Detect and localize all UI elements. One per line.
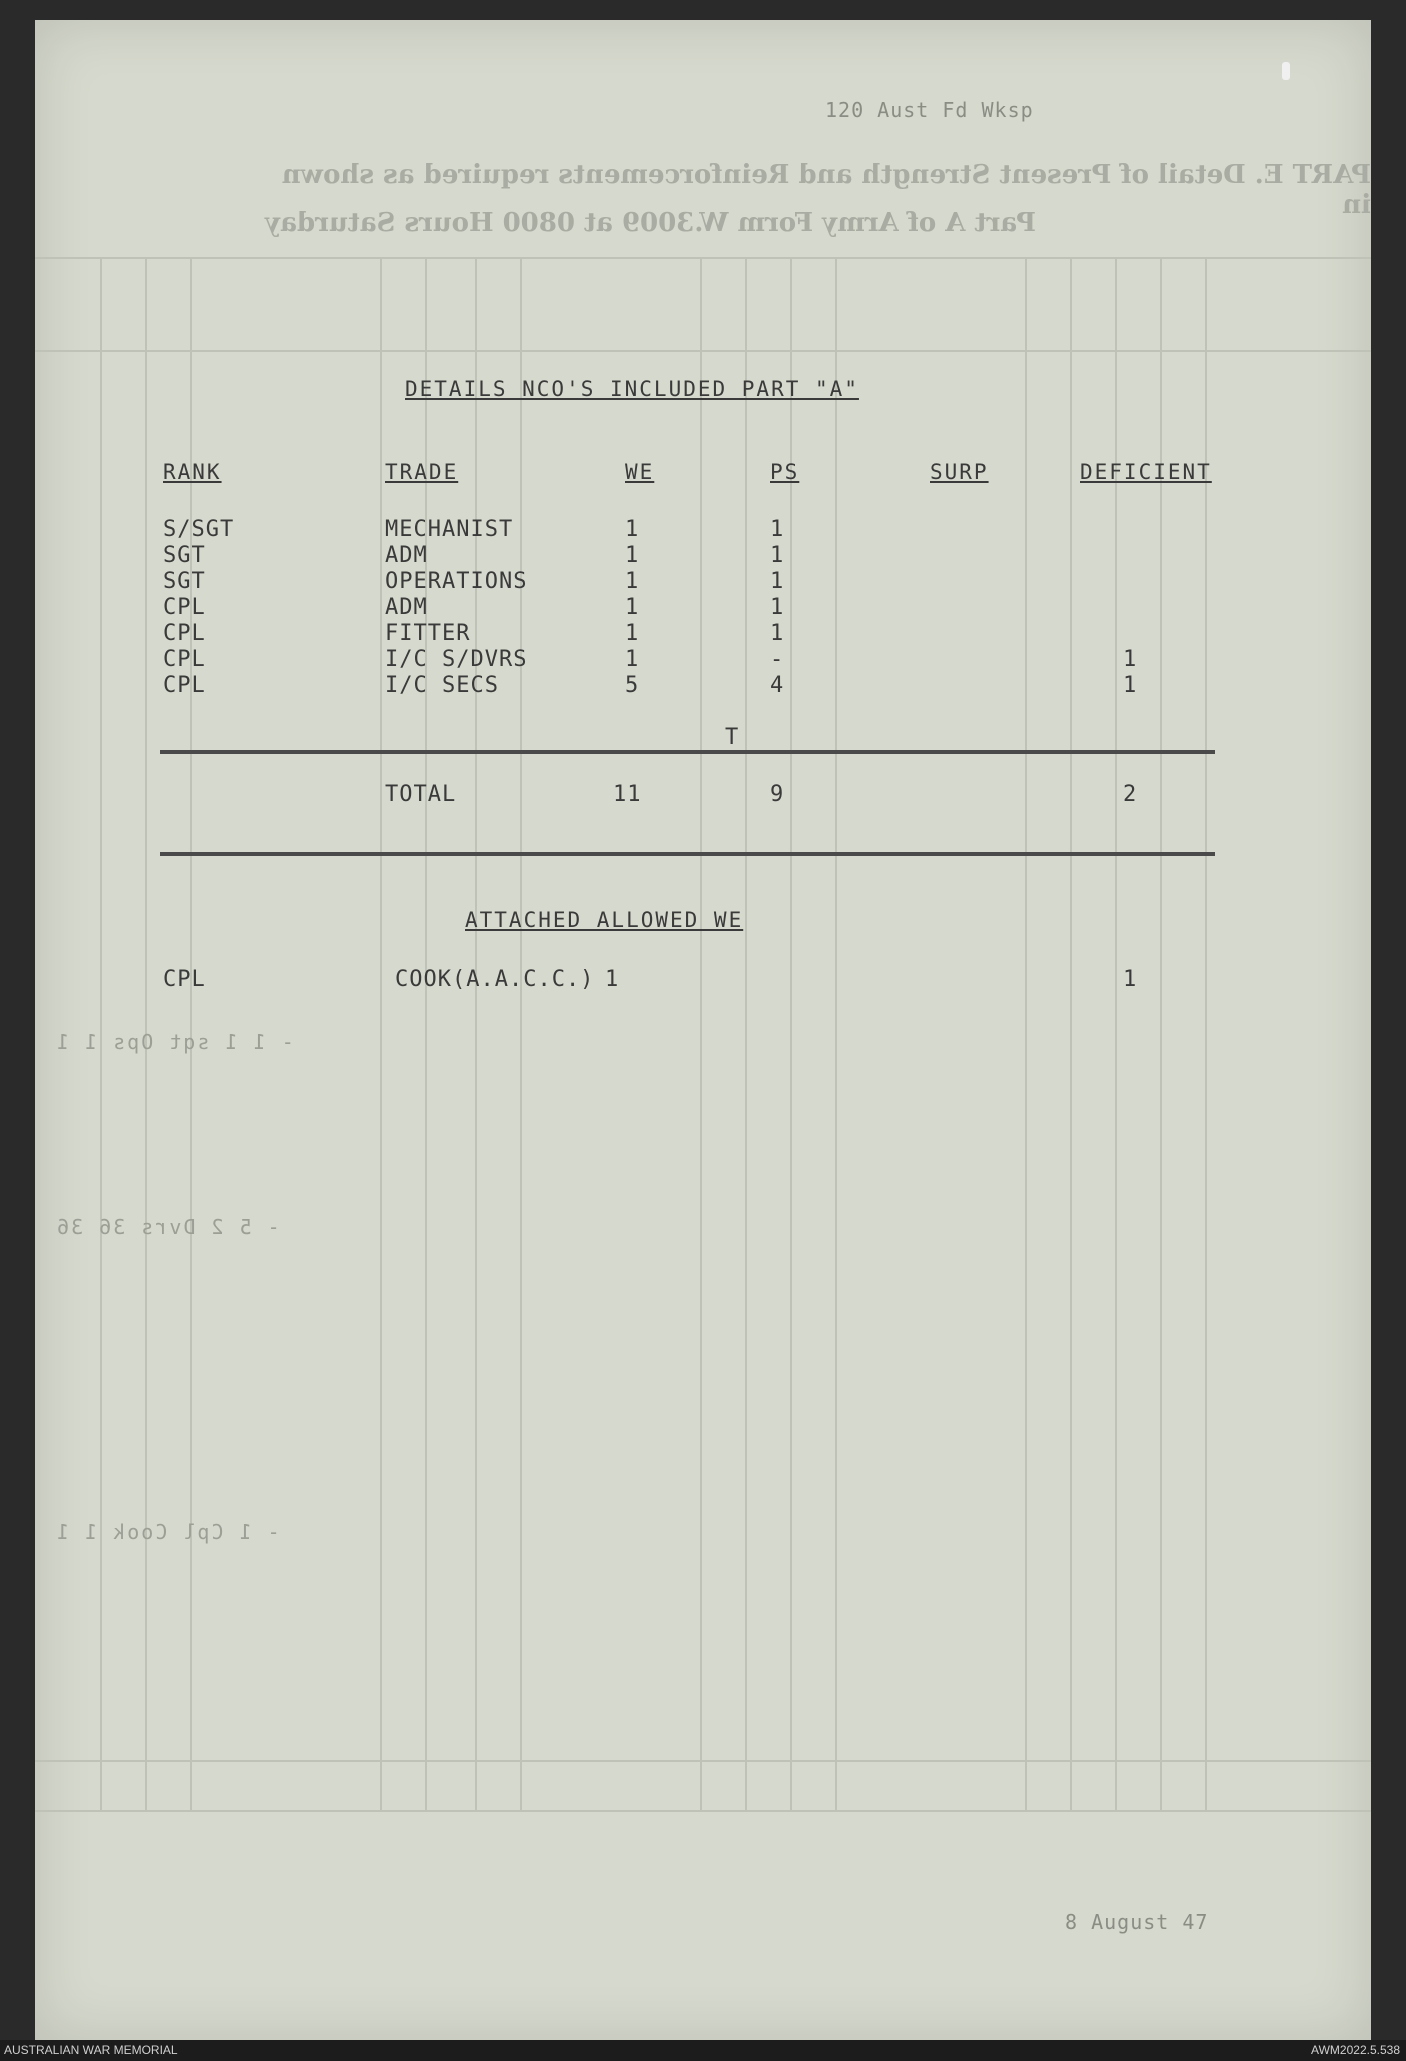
row-rank: SGT xyxy=(163,569,206,594)
document-page xyxy=(35,20,1371,2040)
row-we: 1 xyxy=(625,569,640,594)
row-rank: CPL xyxy=(163,595,206,620)
row-we: 1 xyxy=(625,543,640,568)
row-ps: 1 xyxy=(770,595,785,620)
row-we: 1 xyxy=(625,621,640,646)
row-trade: FITTER xyxy=(385,621,471,646)
row-trade: ADM xyxy=(385,595,428,620)
attached-rank: CPL xyxy=(163,967,206,992)
col-ps: PS xyxy=(770,460,800,484)
row-we: 1 xyxy=(625,517,640,542)
row-rank: CPL xyxy=(163,673,206,698)
col-surp: SURP xyxy=(930,460,989,484)
row-def: 1 xyxy=(1123,647,1138,672)
total-we: 11 xyxy=(613,782,642,807)
attached-def: 1 xyxy=(1123,967,1138,992)
attached-we: 1 xyxy=(605,967,620,992)
total-ps: 9 xyxy=(770,782,785,807)
row-ps: 1 xyxy=(770,517,785,542)
total-label: TOTAL xyxy=(385,782,457,807)
form-bleed-title: PART E. Detail of Present Strength and Reinforcements required as shown in xyxy=(281,160,1371,220)
row-ps: 1 xyxy=(770,543,785,568)
row-rank: SGT xyxy=(163,543,206,568)
row-trade: ADM xyxy=(385,543,428,568)
row-ps: 1 xyxy=(770,621,785,646)
row-def: 1 xyxy=(1123,673,1138,698)
row-we: 5 xyxy=(625,673,640,698)
row-we: 1 xyxy=(625,595,640,620)
attached-heading: ATTACHED ALLOWED WE xyxy=(465,908,744,932)
row-ps: 1 xyxy=(770,569,785,594)
row-trade: OPERATIONS xyxy=(385,569,528,594)
footer-bar xyxy=(0,2040,1406,2061)
row-trade: I/C S/DVRS xyxy=(385,647,528,672)
unit-line: 120 Aust Fd Wksp xyxy=(825,98,1034,122)
row-rank: CPL xyxy=(163,621,206,646)
divider-line xyxy=(160,750,1215,754)
t-mark: T xyxy=(725,725,740,750)
row-rank: S/SGT xyxy=(163,517,235,542)
pin-mark xyxy=(1282,62,1290,80)
bleed-text: - 1 Cpl Cook 1 1 xyxy=(55,1520,280,1544)
bleed-text: - 5 2 Dvrs 36 36 xyxy=(55,1215,280,1239)
row-ps: 4 xyxy=(770,673,785,698)
col-we: WE xyxy=(625,460,655,484)
col-trade: TRADE xyxy=(385,460,459,484)
attached-trade: COOK(A.A.C.C.) xyxy=(395,967,595,992)
divider-line xyxy=(160,852,1215,856)
row-we: 1 xyxy=(625,647,640,672)
col-rank: RANK xyxy=(163,460,222,484)
row-ps: - xyxy=(770,647,785,672)
col-deficient: DEFICIENT xyxy=(1080,460,1212,484)
date-line: 8 August 47 xyxy=(1065,1910,1209,1934)
footer-left: AUSTRALIAN WAR MEMORIAL xyxy=(4,2043,178,2057)
bleed-text: - 1 1 sqt Ops 1 1 xyxy=(55,1030,294,1054)
row-trade: I/C SECS xyxy=(385,673,499,698)
total-def: 2 xyxy=(1123,782,1138,807)
section-heading: DETAILS NCO'S INCLUDED PART "A" xyxy=(405,377,859,401)
row-rank: CPL xyxy=(163,647,206,672)
form-bleed-subtitle: Part A of Army Form W.3009 at 0800 Hours Saturday xyxy=(265,208,1036,238)
row-trade: MECHANIST xyxy=(385,517,514,542)
footer-right: AWM2022.5.538 xyxy=(1311,2043,1400,2057)
